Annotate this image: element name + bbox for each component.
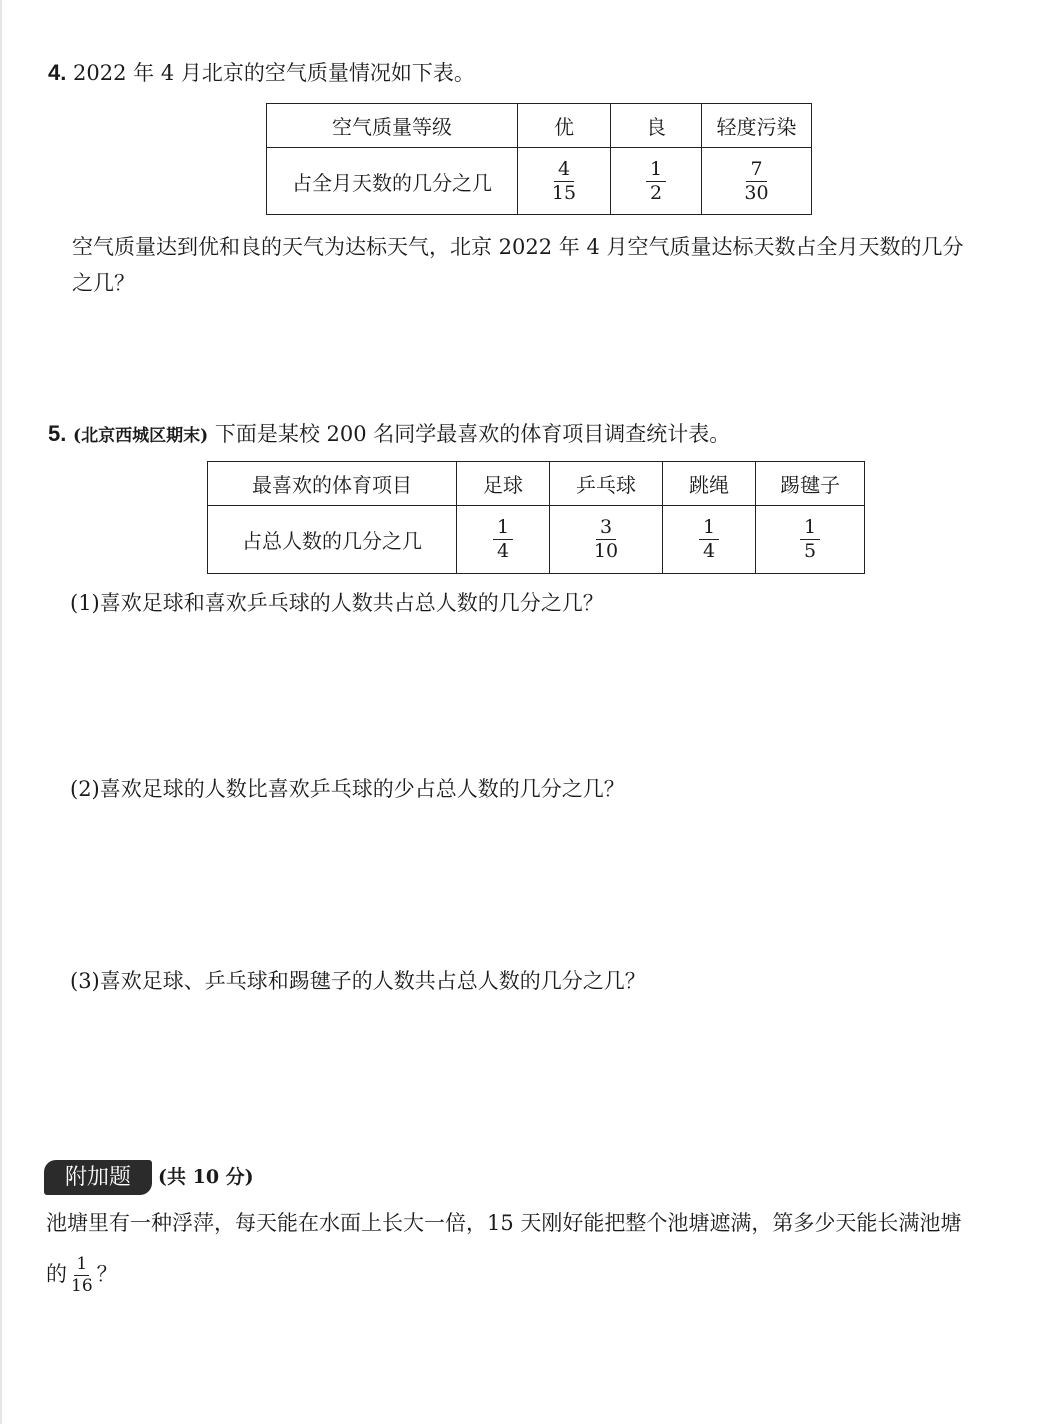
- page-binding-edge: [0, 0, 2, 1424]
- question-4-intro: [48, 58, 475, 88]
- sports-fraction-cell: [756, 506, 865, 574]
- sport-name: 踢毽子: [756, 462, 865, 506]
- question-5-sub3: (3)喜欢足球、乒乓球和踢毽子的人数共占总人数的几分之几？: [70, 969, 646, 993]
- question-4-number: 4.: [48, 60, 67, 85]
- air-quality-fraction-row: [267, 148, 812, 215]
- sports-fraction-cell: [663, 506, 756, 574]
- fraction-numerator: 1: [699, 516, 719, 540]
- question-4-text-line2: 之几？: [72, 271, 135, 295]
- question-5-sub2: (2)喜欢足球的人数比喜欢乒乓球的少占总人数的几分之几？: [70, 777, 625, 801]
- bonus-line2-prefix: 的: [46, 1262, 67, 1286]
- fraction-numerator: 4: [554, 158, 574, 182]
- fraction-denominator: 4: [496, 540, 510, 562]
- question-4-text-line1: 空气质量达到优和良的天气为达标天气，北京 2022 年 4 月空气质量达标天数占全月天数的几分: [72, 235, 964, 259]
- sports-fraction-cell: [550, 506, 663, 574]
- air-quality-header-label: 空气质量等级: [267, 104, 518, 148]
- air-quality-fraction-cell: [518, 148, 611, 215]
- fraction-denominator: 15: [551, 181, 577, 204]
- fraction-numerator: 1: [76, 1254, 88, 1274]
- sport-name: 跳绳: [663, 462, 756, 506]
- fraction-numerator: 1: [493, 516, 513, 540]
- fraction-denominator: 2: [649, 181, 663, 204]
- fraction: [740, 158, 772, 205]
- question-5-number: 5.: [48, 421, 67, 446]
- air-quality-level: 良: [611, 104, 702, 148]
- sports-fraction-row: [208, 506, 865, 574]
- fraction-denominator: 5: [803, 540, 817, 562]
- sports-header-label: 最喜欢的体育项目: [208, 462, 457, 506]
- air-quality-table: [266, 103, 812, 215]
- air-quality-header-row: [267, 104, 812, 148]
- fraction: [699, 516, 719, 563]
- fraction: [800, 516, 820, 563]
- sports-fraction-cell: [457, 506, 550, 574]
- fraction: [69, 1254, 95, 1297]
- question-5-source: (北京西城区期末): [73, 426, 209, 446]
- air-quality-fraction-cell: [611, 148, 702, 215]
- fraction-numerator: 3: [596, 516, 616, 540]
- air-quality-level: 优: [518, 104, 611, 148]
- sports-row-label: 占总人数的几分之几: [208, 506, 457, 574]
- question-5-sub1: (1)喜欢足球和喜欢乒乓球的人数共占总人数的几分之几？: [70, 591, 604, 615]
- fraction-denominator: 16: [71, 1276, 93, 1296]
- fraction: [646, 158, 666, 205]
- fraction-numerator: 7: [746, 158, 766, 182]
- fraction-denominator: 10: [593, 540, 619, 562]
- bonus-question-points: (共 10 分): [158, 1166, 254, 1188]
- bonus-line2-suffix: ？: [96, 1262, 118, 1286]
- air-quality-row-label: 占全月天数的几分之几: [267, 148, 518, 215]
- bonus-question-tag: 附加题: [44, 1160, 152, 1195]
- sport-name: 乒乓球: [550, 462, 663, 506]
- sports-table: [207, 461, 865, 574]
- air-quality-fraction-cell: [702, 148, 812, 215]
- fraction-numerator: 1: [646, 158, 666, 182]
- fraction-denominator: 30: [744, 181, 769, 204]
- fraction: [548, 158, 580, 205]
- sports-header-row: [208, 462, 865, 506]
- air-quality-level: 轻度污染: [702, 104, 812, 148]
- question-4-intro-text: 2022 年 4 月北京的空气质量情况如下表。: [73, 61, 475, 85]
- fraction-numerator: 1: [800, 516, 820, 540]
- bonus-question-line1: 池塘里有一种浮萍，每天能在水面上长大一倍，15 天刚好能把整个池塘遮满，第多少天能长满池塘: [46, 1211, 962, 1235]
- bonus-question-line2: [46, 1250, 118, 1298]
- fraction: [590, 516, 622, 563]
- question-5-intro-text: 下面是某校 200 名同学最喜欢的体育项目调查统计表。: [214, 422, 731, 446]
- fraction-denominator: 4: [702, 540, 716, 562]
- question-5-intro: [48, 419, 730, 451]
- fraction: [493, 516, 513, 563]
- sport-name: 足球: [457, 462, 550, 506]
